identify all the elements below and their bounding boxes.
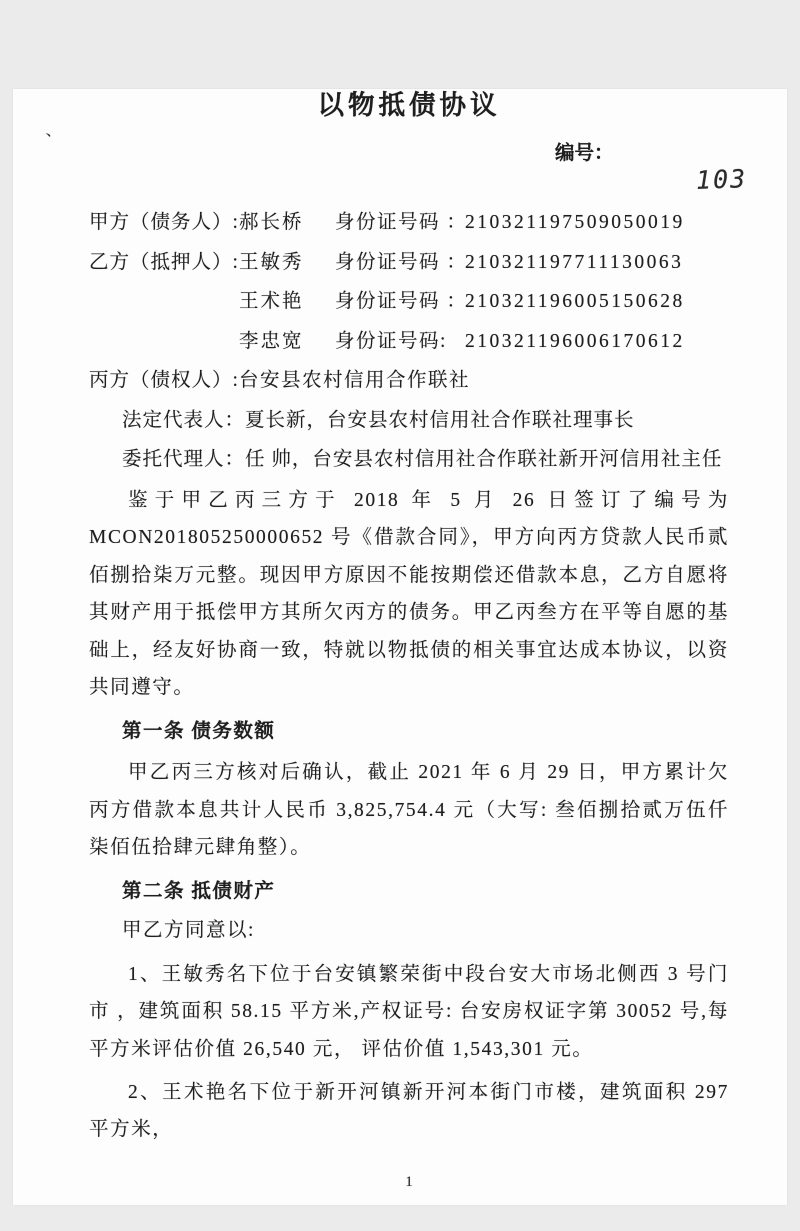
article-2-heading: 第二条 抵债财产 bbox=[122, 880, 276, 902]
article-2-intro: 甲乙方同意以: bbox=[122, 919, 255, 941]
legal-representative-row bbox=[89, 401, 729, 441]
collateral-item-2: 2、王术艳名下位于新开河镇新开河本街门市楼，建筑面积 297 平方米， bbox=[89, 1081, 729, 1141]
page-stamp-number: 103 bbox=[695, 164, 748, 195]
party-name: 郝长桥 bbox=[239, 212, 304, 233]
authorized-agent-label: 委托代理人： bbox=[122, 449, 246, 470]
creditor-name: 台安县农村信用合作联社 bbox=[239, 370, 471, 391]
party-row-creditor bbox=[89, 361, 729, 401]
party-row-mortgagor-3 bbox=[89, 322, 729, 362]
id-number-label: 身份证号码 ： bbox=[335, 251, 468, 273]
parties-section bbox=[89, 203, 729, 480]
legal-representative-label: 法定代表人： bbox=[122, 409, 246, 431]
id-number-label: 身份证号码: bbox=[335, 330, 447, 352]
collateral-item-1: 1、王敏秀名下位于台安镇繁荣街中段台安大市场北侧西 3 号门市 ，建筑面积 58.15 平方米,产权证号: 台安房权证字第 30052 号,每平方米评估价值 26,540 元， 评估价值 1,543,301 元。 bbox=[89, 963, 729, 1061]
serial-number-label: 编号： bbox=[555, 143, 614, 164]
legal-representative-value: 夏长新，台安县农村信用社合作联社理事长 bbox=[245, 409, 635, 431]
article-1-heading: 第一条 债务数额 bbox=[122, 721, 276, 743]
party-role-label: 甲方（债务人）: bbox=[89, 212, 239, 233]
party-row-debtor bbox=[89, 203, 729, 243]
id-number-value: 210321197509050019 bbox=[465, 212, 685, 233]
id-number-value: 210321197711130063 bbox=[465, 251, 684, 273]
page-number-footer: 1 bbox=[405, 1173, 413, 1190]
party-role-label: 乙方（抵押人）: bbox=[89, 251, 239, 273]
party-row-mortgagor-2 bbox=[89, 282, 729, 322]
party-role-label bbox=[89, 322, 239, 362]
id-number-value: 210321196005150628 bbox=[465, 291, 685, 312]
party-name: 王敏秀 bbox=[239, 251, 304, 273]
preamble-paragraph: 鉴于甲乙丙三方于 2018 年 5 月 26 日签订了编号为 MCON201805250000652 号《借款合同》，甲方向丙方贷款人民币贰佰捌拾柒万元整。现因甲方原因不能按期偿还借款本息，乙方自愿将其财产用于抵偿甲方其所欠丙方的债务。甲乙丙叁方在平等自愿的基础上，经友好协商一致，特就以物抵债的相关事宜达成本协议，以资共同遵守。 bbox=[89, 489, 729, 699]
document-title: 以物抵债协议 bbox=[317, 90, 501, 120]
party-name: 王术艳 bbox=[239, 291, 304, 312]
scanned-document-page bbox=[13, 89, 787, 1205]
id-number-label: 身份证号码 ： bbox=[335, 291, 468, 312]
id-number-value: 210321196006170612 bbox=[465, 330, 685, 352]
id-number-label: 身份证号码 ： bbox=[335, 212, 468, 233]
handwritten-tick-mark: 、 bbox=[44, 122, 62, 140]
party-role-label: 丙方（债权人）: bbox=[89, 370, 239, 391]
authorized-agent-value: 任 帅，台安县农村信用社合作联社新开河信用社主任 bbox=[245, 449, 723, 470]
party-row-mortgagor-1 bbox=[89, 243, 729, 283]
party-name: 李忠宽 bbox=[239, 330, 304, 352]
document-content bbox=[13, 89, 787, 1191]
article-1-body: 甲乙丙三方核对后确认，截止 2021 年 6 月 29 日，甲方累计欠丙方借款本息共计人民币 3,825,754.4 元（大写: 叁佰捌拾贰万伍仟柒佰伍拾肆元肆角整）。 bbox=[89, 762, 729, 859]
party-role-label bbox=[89, 282, 239, 322]
authorized-agent-row bbox=[89, 440, 729, 480]
